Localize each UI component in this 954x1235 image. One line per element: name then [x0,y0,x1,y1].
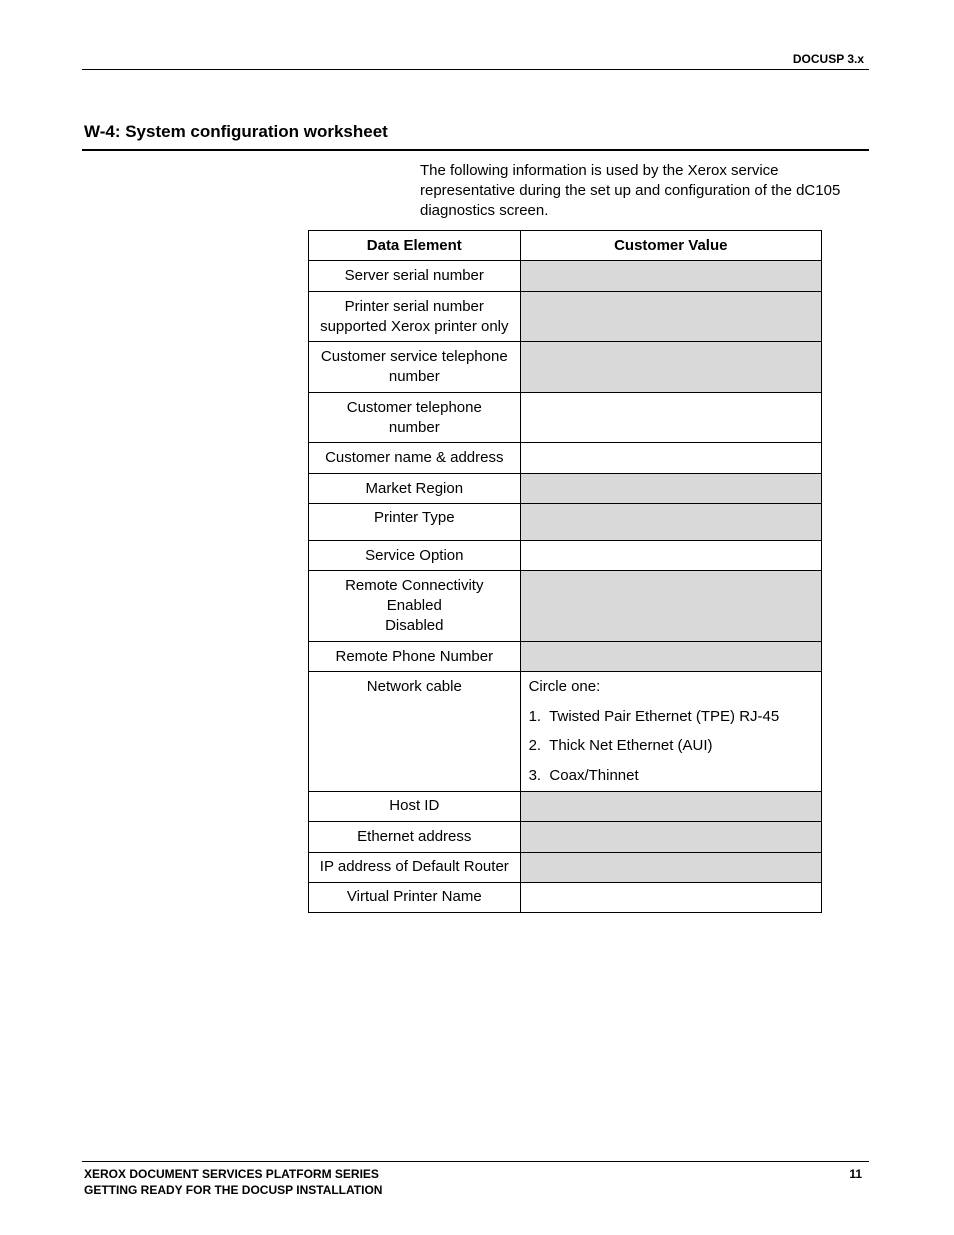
footer-rule [82,1161,869,1162]
value-cell [520,882,821,912]
running-header: DOCUSP 3.x [792,52,864,66]
row-label: IP address of Default Router [309,852,521,882]
footer-chapter: GETTING READY FOR THE DOCUSP INSTALLATION [84,1183,383,1197]
row-label: Printer serial number supported Xerox printer only [309,292,521,342]
column-header-data-element: Data Element [309,231,521,261]
table-row [309,642,822,672]
column-header-customer-value: Customer Value [520,231,821,261]
value-cell [520,821,821,852]
row-label: Remote Connectivity Enabled Disabled [309,571,521,642]
option-coax: 3. Coax/Thinnet [528,766,639,784]
row-label: Host ID [309,791,521,821]
circle-one-instruction: Circle one: [528,678,601,695]
config-worksheet-table [308,230,822,913]
table-row [309,342,822,393]
value-cell [520,261,821,292]
row-label: Market Region [309,474,521,504]
row-label: Customer name & address [309,443,521,474]
table-row [309,821,822,852]
row-label: Service Option [309,541,521,571]
value-cell [520,342,821,393]
value-cell [520,504,821,541]
row-label: Printer Type [309,504,521,541]
row-label: Ethernet address [309,821,521,852]
page-number: 11 [849,1167,862,1181]
table-header-row [309,231,822,261]
value-cell [520,642,821,672]
table-row [309,474,822,504]
value-cell [520,292,821,342]
row-label: Network cable [309,672,521,792]
table-row [309,852,822,882]
value-cell [520,852,821,882]
table-row [309,571,822,642]
table-row [309,443,822,474]
row-label: Customer telephone number [309,393,521,443]
value-cell [520,541,821,571]
row-label: Virtual Printer Name [309,882,521,912]
option-aui: 2. Thick Net Ethernet (AUI) [528,737,713,754]
table-row [309,541,822,571]
value-cell [520,393,821,443]
header-rule [82,69,869,70]
section-title: W-4: System configuration worksheet [84,122,388,141]
value-cell [520,474,821,504]
row-label: Server serial number [309,261,521,292]
table-row [309,672,822,792]
table-row [309,791,822,821]
network-cable-options [520,672,821,792]
footer-series: XEROX DOCUMENT SERVICES PLATFORM SERIES [84,1167,379,1181]
row-label: Customer service telephone number [309,342,521,393]
table-row [309,882,822,912]
value-cell [520,791,821,821]
option-tpe: 1. Twisted Pair Ethernet (TPE) RJ-45 [528,707,780,725]
value-cell [520,571,821,642]
table-row [309,393,822,443]
row-label: Remote Phone Number [309,642,521,672]
value-cell [520,443,821,474]
title-rule [82,149,869,151]
table-row [309,292,822,342]
intro-paragraph: The following information is used by the Xerox service representative during the set up and configuration of the dC105 diagnostics screen. [420,162,841,219]
table-row [309,261,822,292]
table-row [309,504,822,541]
